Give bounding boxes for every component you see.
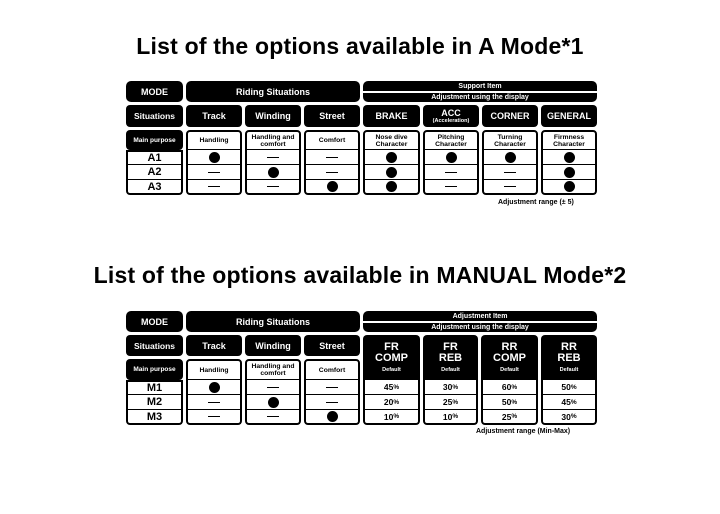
- default-label: Default: [500, 367, 519, 373]
- support-item-header: Support Item: [363, 81, 597, 91]
- a-mode-cell: [423, 150, 479, 165]
- row-name: M1: [126, 380, 183, 395]
- acc-sub-label: (Acceleration): [432, 118, 470, 124]
- default-value-cell: [481, 395, 538, 410]
- percent-sign: %: [570, 383, 577, 391]
- default-value-cell: [481, 380, 538, 395]
- percent-sign: %: [452, 383, 459, 391]
- adj-col-line1: RR: [561, 341, 577, 353]
- main-purpose-label: Main purpose: [126, 130, 183, 150]
- a-mode-cell: [363, 165, 420, 180]
- purpose-1: Handling: [186, 359, 242, 380]
- percent-sign: %: [452, 398, 459, 406]
- default-value: 25: [442, 397, 453, 407]
- default-value: 50: [501, 397, 512, 407]
- percent-sign: %: [393, 398, 400, 406]
- manual-mode-cell-dash-icon: [267, 387, 279, 388]
- a-mode-cell-dash-icon: [445, 186, 457, 187]
- row-name: A2: [126, 165, 183, 180]
- adj-col-3: [481, 335, 538, 380]
- a-mode-cell: [482, 165, 538, 180]
- manual-mode-cell-dot-icon: [268, 397, 279, 408]
- percent-sign: %: [393, 383, 400, 391]
- a-mode-title: List of the options available in A Mode*1: [136, 33, 584, 59]
- a-mode-cell: [245, 150, 301, 165]
- default-value-cell: [363, 410, 420, 425]
- a-mode-cell-dot-icon: [268, 167, 279, 178]
- character-4: Firmness Character: [541, 130, 597, 150]
- default-value: 10: [442, 411, 453, 422]
- a-mode-cell-dot-icon: [564, 167, 575, 178]
- a-mode-cell: [186, 165, 242, 180]
- default-value-cell: [481, 410, 538, 425]
- situations-label: Situations: [126, 105, 183, 127]
- adjust-display-header: Adjustment using the display: [363, 92, 597, 102]
- default-value-cell: [363, 395, 420, 410]
- purpose-3: Comfort: [304, 130, 360, 150]
- purpose-2: Handling and comfort: [245, 130, 301, 150]
- adj-col-line1: RR: [501, 341, 518, 353]
- row-name: M2: [126, 395, 183, 410]
- riding-situations-header: Riding Situations: [186, 311, 360, 332]
- default-value-cell: [423, 395, 478, 410]
- support-col-label: BRAKE: [375, 111, 408, 121]
- support-col-4: [541, 105, 597, 127]
- percent-sign: %: [511, 383, 518, 391]
- a-mode-cell-dash-icon: [504, 172, 516, 173]
- manual-mode-cell-dot-icon: [327, 411, 338, 422]
- purpose-2: Handling and comfort: [245, 359, 301, 380]
- manual-mode-cell: [304, 410, 360, 425]
- a-mode-cell-dash-icon: [326, 157, 338, 158]
- a-mode-cell: [482, 180, 538, 195]
- default-label: Default: [382, 367, 401, 373]
- adj-col-line2: COMP: [493, 352, 526, 364]
- a-mode-cell-dot-icon: [386, 181, 397, 192]
- a-mode-cell: [423, 180, 479, 195]
- a-mode-cell-dot-icon: [209, 152, 220, 163]
- adj-col-line2: REB: [557, 352, 581, 364]
- support-col-label: CORNER: [490, 111, 530, 121]
- a-mode-cell: [363, 150, 420, 165]
- default-value: 45: [561, 397, 571, 407]
- a-mode-cell: [245, 180, 301, 195]
- situation-3: Street: [304, 335, 360, 356]
- riding-situations-header: Riding Situations: [186, 81, 360, 102]
- a-mode-cell: [541, 165, 597, 180]
- situation-1: Track: [186, 105, 242, 127]
- manual-mode-cell: [186, 395, 242, 410]
- a-mode-cell-dash-icon: [504, 186, 516, 187]
- manual-mode-cell: [245, 410, 301, 425]
- a-mode-cell: [423, 165, 479, 180]
- a-mode-cell-dash-icon: [267, 186, 279, 187]
- default-value: 60: [501, 382, 512, 392]
- manual-mode-cell: [245, 395, 301, 410]
- a-mode-cell: [304, 165, 360, 180]
- percent-sign: %: [452, 413, 459, 420]
- row-name: A3: [126, 180, 183, 195]
- a-mode-cell-dot-icon: [386, 167, 397, 178]
- default-value: 50: [561, 382, 571, 392]
- support-col-1: [363, 105, 420, 127]
- manual-mode-cell: [304, 380, 360, 395]
- a-mode-cell-dash-icon: [208, 172, 220, 173]
- default-value: 10: [383, 411, 394, 422]
- a-mode-cell: [541, 150, 597, 165]
- adj-col-line2: REB: [438, 352, 463, 364]
- a-mode-cell: [363, 180, 420, 195]
- a-mode-cell: [186, 180, 242, 195]
- default-label: Default: [441, 367, 460, 373]
- a-mode-cell: [482, 150, 538, 165]
- adjustment-item-header: Adjustment Item: [363, 311, 597, 321]
- situation-1: Track: [186, 335, 242, 356]
- percent-sign: %: [570, 413, 577, 420]
- percent-sign: %: [393, 413, 400, 420]
- a-mode-cell-dot-icon: [327, 181, 338, 192]
- default-value-cell: [423, 410, 478, 425]
- manual-mode-cell: [186, 380, 242, 395]
- manual-mode-cell-dot-icon: [209, 382, 220, 393]
- purpose-3: Comfort: [304, 359, 360, 380]
- percent-sign: %: [511, 413, 518, 420]
- default-value: 25: [501, 411, 512, 422]
- situations-label: Situations: [126, 335, 183, 356]
- a-mode-cell-dash-icon: [445, 172, 457, 173]
- a-mode-range-note: Adjustment range (± 5): [498, 199, 574, 206]
- mode-header: MODE: [126, 81, 183, 102]
- support-col-2: [423, 105, 479, 127]
- manual-mode-cell: [245, 380, 301, 395]
- a-mode-cell-dot-icon: [564, 152, 575, 163]
- a-mode-cell: [304, 150, 360, 165]
- manual-mode-cell-dash-icon: [326, 387, 338, 388]
- a-mode-cell: [186, 150, 242, 165]
- default-value: 45: [383, 382, 394, 392]
- default-value-cell: [541, 395, 597, 410]
- default-value-cell: [423, 380, 478, 395]
- situation-2: Winding: [245, 105, 301, 127]
- support-col-3: [482, 105, 538, 127]
- manual-mode-cell: [304, 395, 360, 410]
- percent-sign: %: [570, 398, 577, 406]
- default-value: 20: [383, 397, 394, 407]
- situation-2: Winding: [245, 335, 301, 356]
- adj-col-line1: FR: [384, 341, 399, 353]
- manual-mode-cell: [186, 410, 242, 425]
- default-value-cell: [541, 380, 597, 395]
- character-3: Turning Character: [482, 130, 538, 150]
- a-mode-cell-dash-icon: [326, 172, 338, 173]
- a-mode-cell-dot-icon: [505, 152, 516, 163]
- default-value-cell: [363, 380, 420, 395]
- manual-mode-cell-dash-icon: [208, 402, 220, 403]
- manual-mode-range-note: Adjustment range (Min-Max): [476, 428, 571, 435]
- mode-header: MODE: [126, 311, 183, 332]
- default-label: Default: [559, 367, 579, 373]
- a-mode-cell: [304, 180, 360, 195]
- a-mode-cell-dot-icon: [564, 181, 575, 192]
- row-name: M3: [126, 410, 183, 425]
- a-mode-cell-dot-icon: [446, 152, 457, 163]
- row-name: A1: [126, 150, 183, 165]
- adj-col-2: [423, 335, 478, 380]
- adj-col-4: [541, 335, 597, 380]
- adj-col-line1: FR: [443, 341, 458, 353]
- character-2: Pitching Character: [423, 130, 479, 150]
- purpose-1: Handling: [186, 130, 242, 150]
- default-value: 30: [442, 382, 453, 392]
- main-purpose-label: Main purpose: [126, 359, 183, 380]
- percent-sign: %: [511, 398, 518, 406]
- a-mode-cell-dash-icon: [267, 157, 279, 158]
- situation-3: Street: [304, 105, 360, 127]
- default-value: 30: [561, 411, 571, 422]
- a-mode-cell-dash-icon: [208, 186, 220, 187]
- a-mode-cell-dot-icon: [386, 152, 397, 163]
- adjust-display-header: Adjustment using the display: [363, 322, 597, 332]
- adj-col-1: [363, 335, 420, 380]
- manual-mode-title: List of the options available in MANUAL Mode*2: [93, 262, 627, 288]
- manual-mode-cell-dash-icon: [208, 416, 220, 417]
- manual-mode-cell-dash-icon: [267, 416, 279, 417]
- a-mode-cell: [245, 165, 301, 180]
- support-col-label: GENERAL: [546, 111, 591, 121]
- adj-col-line2: COMP: [375, 352, 408, 364]
- character-1: Nose dive Character: [363, 130, 420, 150]
- support-col-label: ACC: [441, 108, 461, 118]
- default-value-cell: [541, 410, 597, 425]
- manual-mode-cell-dash-icon: [326, 402, 338, 403]
- a-mode-cell: [541, 180, 597, 195]
